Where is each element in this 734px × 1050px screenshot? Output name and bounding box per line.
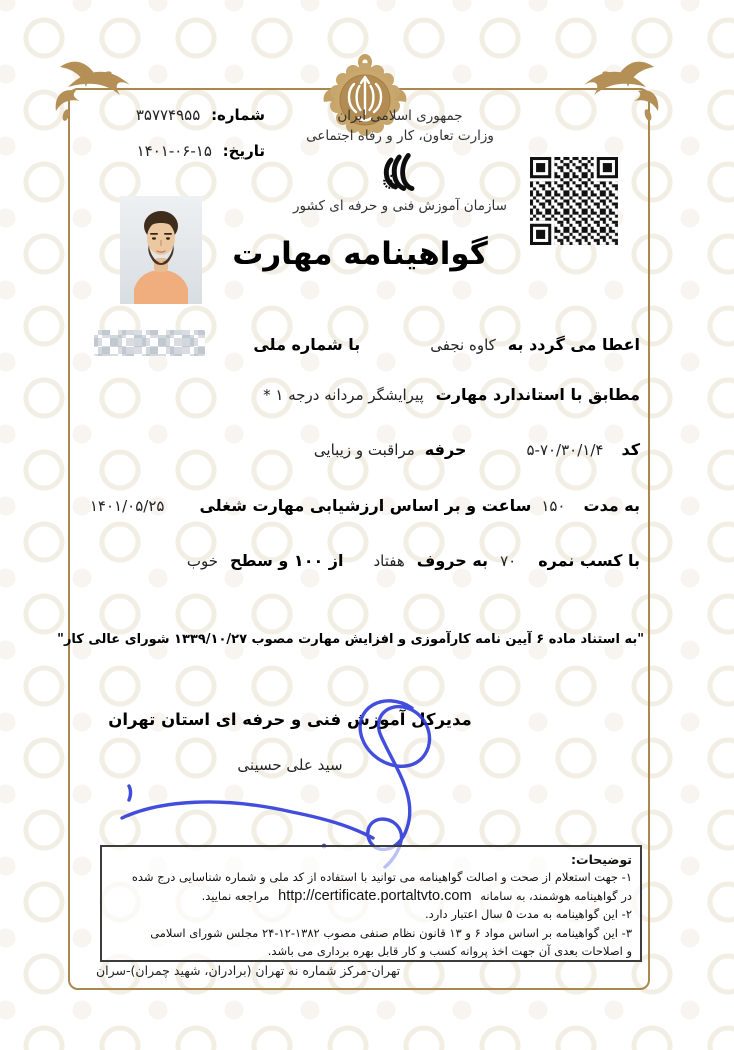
serial-row — [90, 106, 265, 124]
notes-line-2 — [110, 887, 632, 906]
header-ministry: وزارت تعاون، کار و رفاه اجتماعی — [306, 128, 494, 144]
date-value: ۱۴۰۱-۰۶-۱۵ — [136, 142, 212, 160]
notes-line-3: ۲- این گواهینامه به مدت ۵ سال اعتبار دارد. — [425, 907, 632, 921]
duration-label: به مدت — [583, 496, 640, 515]
header-country: جمهوری اسلامی ایران — [337, 108, 463, 124]
standard-label: مطابق با استاندارد مهارت — [435, 385, 640, 404]
granted-to-value: کاوه نجفی — [430, 336, 496, 354]
notes-line-2-start: در گواهینامه هوشمند، به سامانه — [480, 888, 632, 903]
notes-line-2-end: مراجعه نمایید. — [201, 888, 270, 903]
score-label: با کسب نمره — [538, 551, 640, 570]
signatory-title: مدیرکل آموزش فنی و حرفه ای استان تهران — [108, 710, 472, 729]
notes-box — [100, 845, 642, 962]
header-organization: سازمان آموزش فنی و حرفه ای کشور — [293, 198, 507, 214]
notes-heading: توضیحات: — [571, 852, 632, 867]
notes-line-4: ۳- این گواهینامه بر اساس مواد ۶ و ۱۳ قانون نظام صنفی مصوب ⁦۲۴-۱۲-۱۳۸۲⁩ مجلس شورای اسلامی — [150, 925, 632, 940]
granted-to-row — [94, 324, 640, 354]
national-id-label: با شماره ملی — [253, 335, 361, 354]
legal-citation: "به استناد ماده ۶ آیین نامه کارآموزی و افزایش مهارت مصوب ۱۳۳۹/۱۰/۲۷ شورای عالی کار" — [57, 632, 644, 647]
certificate-title: گواهینامه مهارت — [232, 236, 488, 272]
granted-to-label: اعطا می گردد به — [507, 335, 640, 354]
code-row — [94, 440, 640, 459]
notes-line-5: و اصلاحات بعدی آن جهت اخذ پروانه کسب و کار قابل بهره برداری می باشد. — [267, 944, 632, 958]
header-block — [280, 106, 520, 216]
evaluation-label: ساعت و بر اساس ارزشیابی مهارت شغلی — [199, 496, 532, 515]
standard-value: پیرایشگر مردانه درجه ۱ * — [263, 386, 424, 404]
serial-label: شماره: — [211, 106, 265, 124]
qr-code — [530, 157, 618, 245]
code-value: ۵-۷۰/۳۰/۱/۴ — [526, 441, 604, 459]
signatory-name: سید علی حسینی — [237, 756, 343, 774]
score-words-value: هفتاد — [373, 552, 405, 570]
score-words-label: به حروف — [416, 551, 489, 570]
evaluation-date: ۱۴۰۱/۰۵/۲۵ — [89, 497, 165, 515]
level-value: خوب — [186, 552, 218, 570]
serial-date-block — [90, 106, 265, 178]
score-value: ۷۰ — [500, 552, 517, 570]
duration-value: ۱۵۰ — [541, 497, 566, 515]
serial-value: ۳۵۷۷۴۹۵۵ — [135, 106, 201, 124]
corner-flourish-icon — [570, 55, 662, 137]
standard-row — [94, 385, 640, 404]
duration-row — [89, 496, 640, 515]
score-row — [94, 551, 640, 570]
notes-line-1: ۱- جهت استعلام از صحت و اصالت گواهینامه می توانید با استفاده از کد ملی و شماره شناسایی درج شده — [131, 870, 632, 884]
trade-value: مراقبت و زیبایی — [313, 441, 415, 459]
date-label: تاریخ: — [222, 142, 265, 160]
tvto-logo-icon — [376, 148, 424, 196]
national-id-redacted — [94, 330, 205, 356]
out-of-label: از ۱۰۰ و سطح — [229, 551, 344, 570]
verification-url: http://certificate.portaltvto.com — [278, 887, 472, 904]
code-label: کد — [621, 440, 640, 459]
trade-label: حرفه — [424, 440, 467, 459]
issuing-center-line: تهران-مرکز شماره نه تهران (برادران، شهید چمران)-سران — [96, 963, 401, 978]
date-row — [90, 142, 265, 160]
